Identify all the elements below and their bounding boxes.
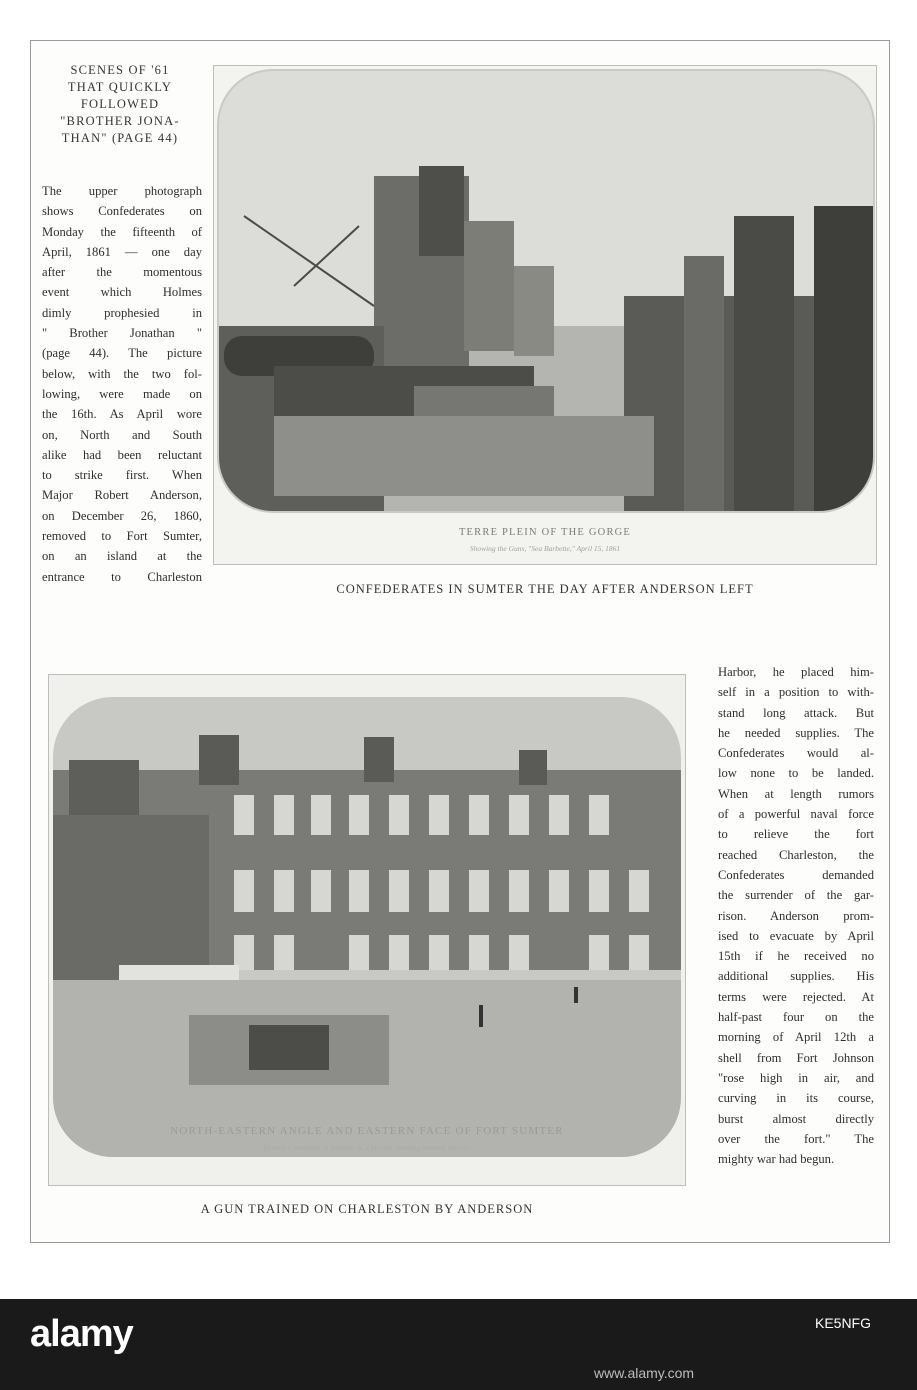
text-line: alike had been reluctant	[42, 447, 202, 462]
text-line: terms were rejected. At	[718, 989, 874, 1004]
text-line: April, 1861 — one day	[42, 244, 202, 259]
heading-line: THAT QUICKLY	[67, 80, 173, 94]
plate-subtitle: 10-inch Columbiad in position as a Mortar, pointing towards the City	[262, 1143, 472, 1152]
text-line: (page 44). The picture	[42, 346, 202, 361]
image-id: KE5NFG	[814, 1315, 871, 1331]
text-line: the surrender of the gar-	[718, 888, 874, 903]
text-line: on an island at the	[42, 549, 202, 564]
text-line: Major Robert Anderson,	[42, 488, 202, 503]
left-column-text	[42, 181, 202, 587]
text-line: low none to be landed.	[718, 766, 874, 781]
text-line: of a powerful naval force	[718, 807, 874, 822]
text-line: self in a position to with-	[718, 685, 874, 700]
right-column-text	[718, 662, 874, 1169]
heading-line: THAN" (PAGE 44)	[61, 131, 179, 145]
plate-title: NORTH-EASTERN ANGLE AND EASTERN FACE OF FORT SUMTER	[170, 1125, 564, 1137]
text-line: on December 26, 1860,	[42, 508, 202, 523]
text-line: rison. Anderson prom-	[718, 908, 874, 923]
text-line: event which Holmes	[42, 285, 202, 300]
text-line: The upper photograph	[42, 184, 202, 198]
text-line: over the fort." The	[718, 1131, 874, 1146]
text-line: Monday the fifteenth of	[42, 224, 202, 239]
text-line: curving in its course,	[718, 1091, 874, 1106]
text-line: after the momentous	[42, 265, 202, 280]
text-line: below, with the two fol-	[42, 366, 202, 381]
text-line: the 16th. As April wore	[42, 407, 202, 422]
text-line: "rose high in air, and	[718, 1070, 874, 1085]
brand-logo: alamy	[30, 1313, 133, 1355]
text-line: morning of April 12th a	[718, 1030, 874, 1045]
text-line: When at length rumors	[718, 786, 874, 801]
text-line: entrance to Charleston	[42, 569, 202, 584]
section-heading	[36, 62, 204, 147]
text-line: stand long attack. But	[718, 705, 874, 720]
heading-line: SCENES OF '61	[70, 63, 170, 77]
text-line: shell from Fort Johnson	[718, 1050, 874, 1065]
text-line: " Brother Jonathan "	[42, 326, 202, 341]
text-line: he needed supplies. The	[718, 725, 874, 740]
top-photograph	[213, 65, 877, 565]
fort-barracks-illustration	[49, 675, 686, 1186]
text-line: lowing, were made on	[42, 386, 202, 401]
text-line: on, North and South	[42, 427, 202, 442]
watermark-band	[0, 1299, 917, 1390]
text-line: to relieve the fort	[718, 827, 874, 842]
text-line: Confederates demanded	[718, 867, 874, 882]
text-line: additional supplies. His	[718, 969, 874, 984]
text-line: removed to Fort Sumter,	[42, 529, 202, 544]
text-line: Confederates would al-	[718, 746, 874, 761]
text-line: burst almost directly	[718, 1111, 874, 1126]
plate-subtitle: Showing the Guns, "Sea Barbette," April 15, 1861	[469, 544, 621, 553]
top-photo-caption: CONFEDERATES IN SUMTER THE DAY AFTER ANDERSON LEFT	[336, 582, 754, 596]
plate-title: TERRE PLEIN OF THE GORGE	[458, 527, 632, 538]
text-line: to strike first. When	[42, 468, 202, 483]
text-line: mighty war had begun.	[718, 1152, 835, 1167]
text-line: 15th if he received no	[718, 949, 874, 964]
site-url: www.alamy.com	[594, 1365, 695, 1381]
heading-line: FOLLOWED	[80, 97, 160, 111]
text-line: ised to evacuate by April	[718, 928, 874, 943]
text-line: half-past four on the	[718, 1010, 874, 1025]
text-line: Harbor, he placed him-	[718, 665, 874, 679]
bottom-photograph	[48, 674, 686, 1186]
text-line: shows Confederates on	[42, 204, 202, 219]
heading-line: "BROTHER JONA-	[60, 114, 180, 128]
text-line: reached Charleston, the	[718, 847, 874, 862]
fort-ruins-illustration	[214, 66, 877, 565]
bottom-photo-caption: A GUN TRAINED ON CHARLESTON BY ANDERSON	[200, 1202, 534, 1216]
text-line: dimly prophesied in	[42, 305, 202, 320]
